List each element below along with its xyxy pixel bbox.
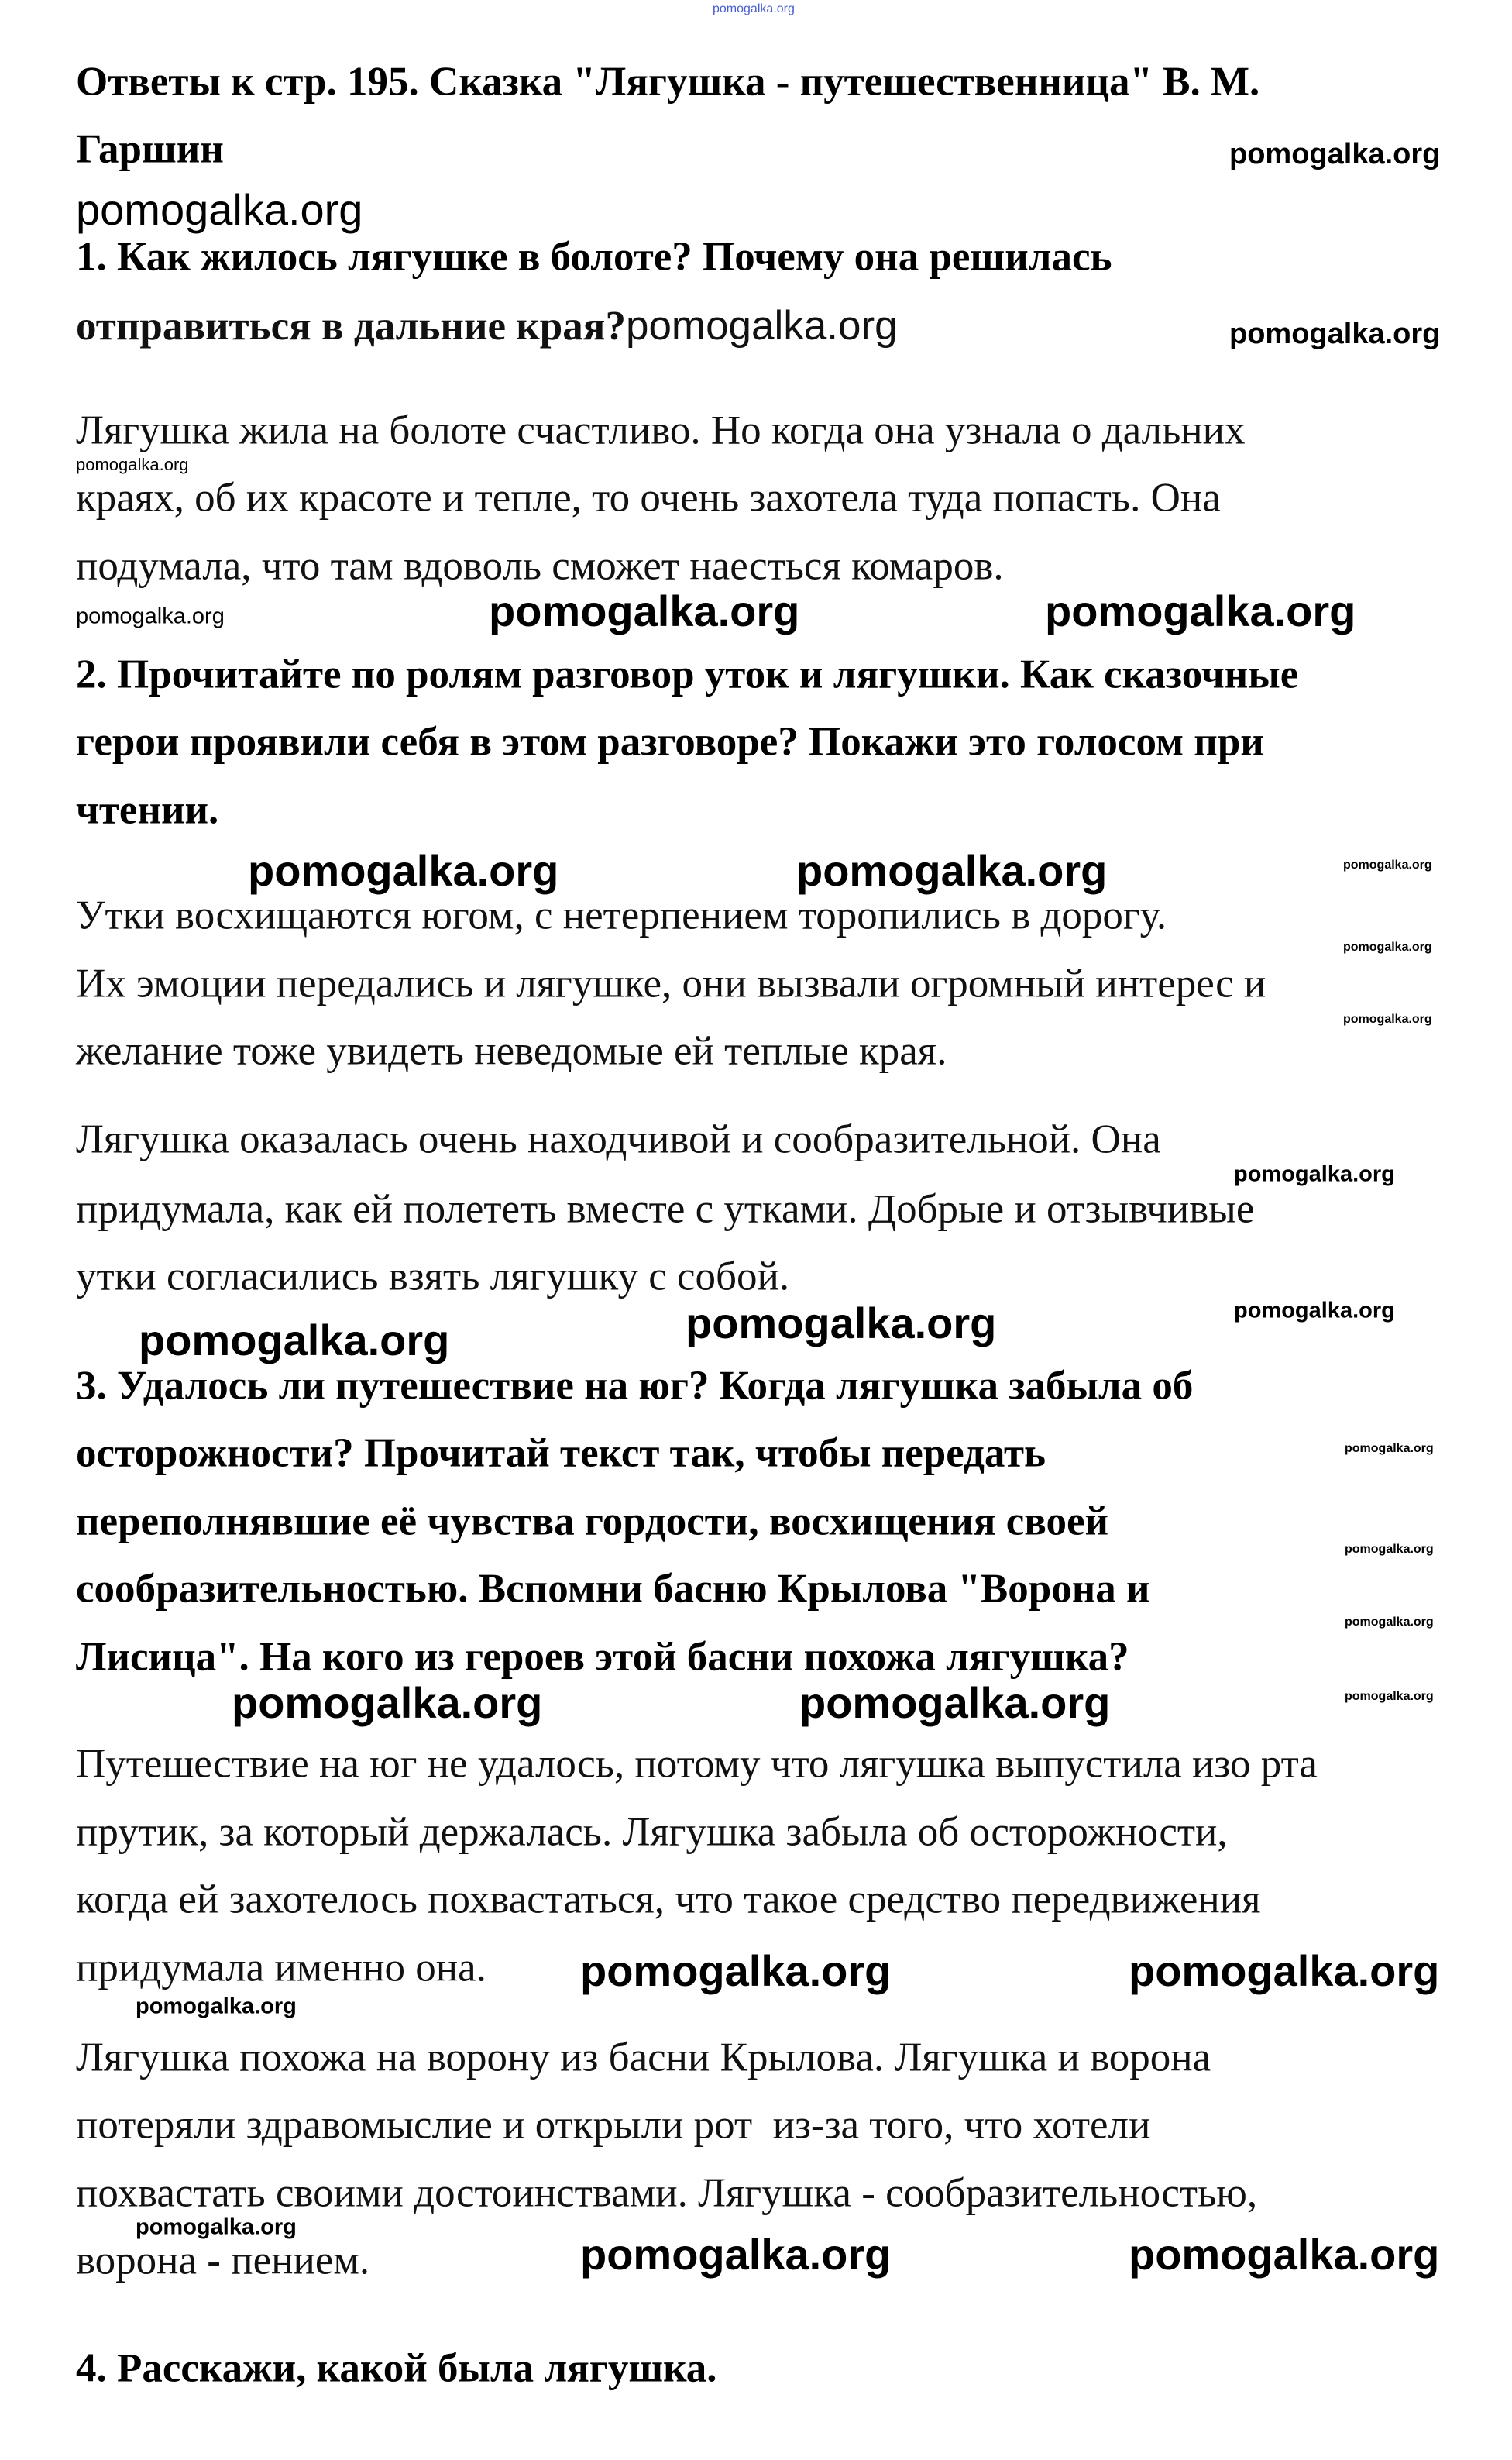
watermark: pomogalka.org xyxy=(1129,1946,1440,1995)
watermark: pomogalka.org xyxy=(1345,1615,1434,1629)
answer-3b-line: Лягушка похожа на ворону из басни Крылова. Лягушка и ворона xyxy=(76,2035,1211,2080)
watermark: pomogalka.org xyxy=(232,1678,543,1727)
question-3-line: осторожности? Прочитай текст так, чтобы передать xyxy=(76,1430,1046,1476)
answer-2-line: Их эмоции передались и лягушке, они вызвали огромный интерес и xyxy=(76,961,1266,1006)
answer-3-line: Путешествие на юг не удалось, потому что лягушка выпустила изо рта xyxy=(76,1741,1318,1787)
watermark: pomogalka.org xyxy=(489,587,800,635)
question-3-line: 3. Удалось ли путешествие на юг? Когда лягушка забыла об xyxy=(76,1363,1194,1409)
watermark: pomogalka.org xyxy=(1229,318,1441,350)
watermark: pomogalka.org xyxy=(76,185,363,234)
answer-1-line: краях, об их красоте и тепле, то очень захотела туда попасть. Она xyxy=(76,475,1221,521)
question-4: 4. Расскажи, какой была лягушка. xyxy=(76,2345,717,2391)
answer-3-line: придумала именно она. xyxy=(76,1945,486,1990)
watermark: pomogalka.org xyxy=(1045,587,1356,635)
watermark: pomogalka.org xyxy=(686,1299,997,1347)
watermark: pomogalka.org xyxy=(799,1678,1111,1727)
question-1-line-2 xyxy=(76,305,898,347)
answer-1-line: Лягушка жила на болоте счастливо. Но когда она узнала о дальних xyxy=(76,408,1246,453)
answer-2-line: желание тоже увидеть неведомые ей теплые края. xyxy=(76,1028,947,1074)
watermark: pomogalka.org xyxy=(1229,138,1441,170)
question-2-line: чтении. xyxy=(76,787,219,833)
answer-1-line: подумала, что там вдоволь сможет наесться комаров. xyxy=(76,543,1004,589)
watermark: pomogalka.org xyxy=(1234,1161,1395,1187)
watermark: pomogalka.org xyxy=(136,1994,297,2019)
answer-2b-line: Лягушка оказалась очень находчивой и сообразительной. Она xyxy=(76,1116,1161,1162)
question-3-line: переполнявшие её чувства гордости, восхищения своей xyxy=(76,1498,1109,1544)
answer-3b-line: похвастать своими достоинствами. Лягушка - сообразительностью, xyxy=(76,2170,1258,2216)
question-3-line: Лисица". На кого из героев этой басни похожа лягушка? xyxy=(76,1634,1129,1680)
watermark-top[interactable]: pomogalka.org xyxy=(713,2,795,15)
watermark: pomogalka.org xyxy=(1345,1442,1434,1455)
answer-3b-line: потеряли здравомыслие и открыли рот из-за того, что хотели xyxy=(76,2102,1151,2148)
answer-2b-line: утки согласились взять лягушку с собой. xyxy=(76,1254,790,1299)
watermark: pomogalka.org xyxy=(1234,1298,1395,1323)
watermark: pomogalka.org xyxy=(580,1946,892,1995)
watermark: pomogalka.org xyxy=(76,455,189,474)
watermark: pomogalka.org xyxy=(1345,1690,1434,1703)
watermark: pomogalka.org xyxy=(1343,941,1432,954)
question-2-line: 2. Прочитайте по ролям разговор уток и лягушки. Как сказочные xyxy=(76,652,1299,697)
page-title-line-2: Гаршин xyxy=(76,126,224,172)
watermark: pomogalka.org xyxy=(796,846,1108,895)
question-1-line: 1. Как жилось лягушке в болоте? Почему она решилась xyxy=(76,234,1112,280)
watermark: pomogalka.org xyxy=(1343,858,1432,872)
watermark: pomogalka.org xyxy=(139,1316,450,1364)
watermark: pomogalka.org xyxy=(136,2214,297,2240)
page-title-line-1: Ответы к стр. 195. Сказка "Лягушка - путешественница" В. М. xyxy=(76,59,1260,105)
question-2-line: герои проявили себя в этом разговоре? Покажи это голосом при xyxy=(76,719,1264,765)
answer-2-line: Утки восхищаются югом, с нетерпением торопились в дорогу. xyxy=(76,893,1167,938)
question-3-line: сообразительностью. Вспомни басню Крылова "Ворона и xyxy=(76,1566,1150,1612)
watermark: pomogalka.org xyxy=(1343,1013,1432,1026)
watermark: pomogalka.org xyxy=(76,604,225,629)
watermark: pomogalka.org xyxy=(580,2230,892,2279)
answer-2b-line: придумала, как ей полететь вместе с утками. Добрые и отзывчивые xyxy=(76,1186,1255,1232)
watermark: pomogalka.org xyxy=(1345,1543,1434,1556)
answer-3-line: прутик, за который держалась. Лягушка забыла об осторожности, xyxy=(76,1809,1228,1855)
answer-3b-line: ворона - пением. xyxy=(76,2238,370,2283)
question-1-text: отправиться в дальние края? xyxy=(76,304,626,349)
watermark: pomogalka.org xyxy=(248,846,559,895)
watermark: pomogalka.org xyxy=(625,303,898,349)
answer-3-line: когда ей захотелось похвастаться, что такое средство передвижения xyxy=(76,1877,1261,1922)
watermark: pomogalka.org xyxy=(1129,2230,1440,2279)
